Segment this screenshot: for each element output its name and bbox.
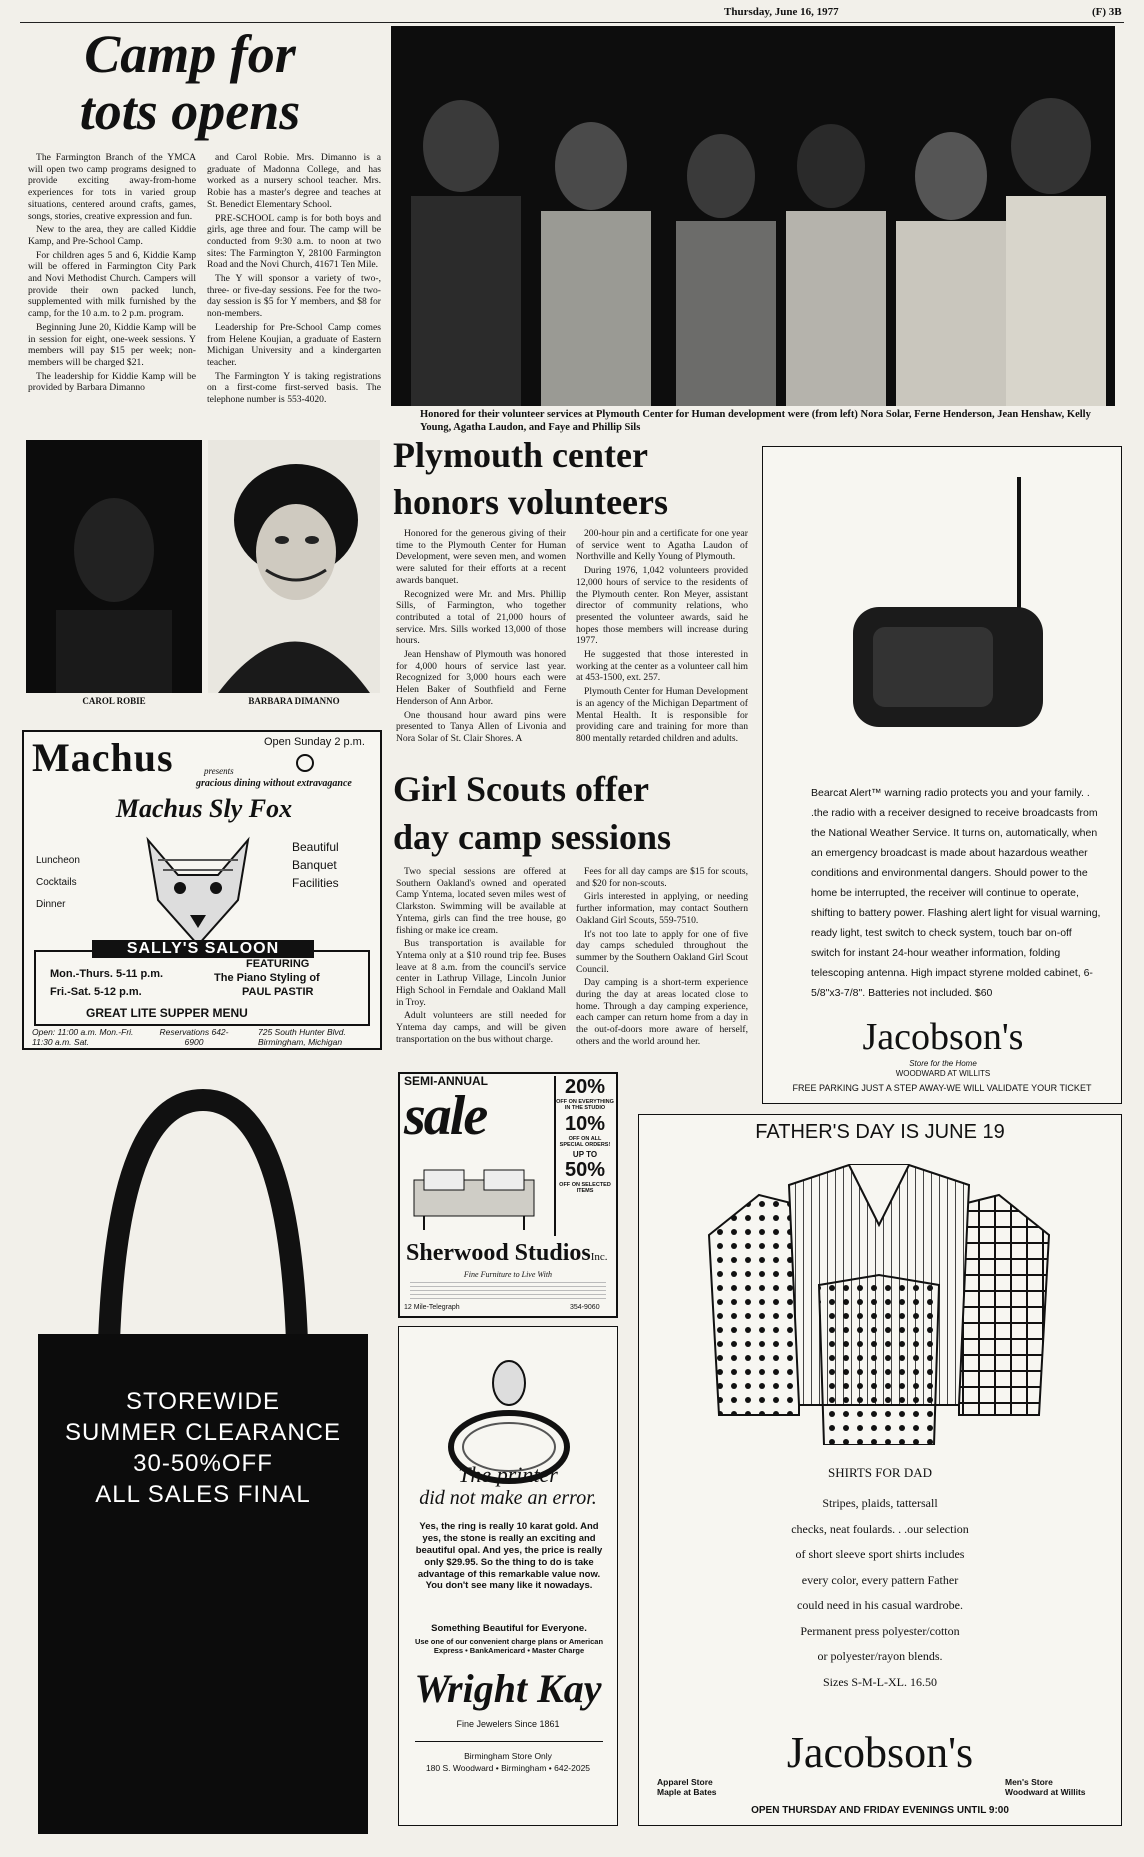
- discount-10-text: OFF ON ALL SPECIAL ORDERS!: [559, 1136, 611, 1149]
- fox-illustration: [128, 830, 268, 950]
- mens-store-location: Woodward at Willits: [1005, 1787, 1086, 1798]
- paragraph: PRE-SCHOOL camp is for both boys and girls, age three and four. The camp will be conducted from 9:30 a.m. to noon at two sites: The Farmington Y, 28100 Farmington Road and the Novi Church, 41671 Ten Mile.: [207, 212, 381, 271]
- machus-clock-icon: [296, 754, 314, 772]
- sherwood-inc: Inc.: [590, 1251, 608, 1263]
- saloon-hours-weekday: Mon.-Thurs. 5-11 p.m.: [50, 968, 164, 980]
- shirts-line-8: Sizes S-M-L-XL. 16.50: [823, 1674, 937, 1689]
- bearcat-radio-ad: [762, 446, 1122, 1104]
- discount-upto: UP TO: [572, 1150, 598, 1160]
- storewide-clearance-ad: [28, 1080, 378, 1840]
- paragraph: The Farmington Branch of the YMCA will open two camp programs designed to provide exciting away-from-home experiences for tots in varied group situations, centered around crafts, games, songs, stories, creative expression and fun.: [28, 152, 196, 222]
- sherwood-semi-annual: SEMI-ANNUAL: [404, 1074, 488, 1088]
- saloon-pianist: PAUL PASTIR: [242, 986, 314, 998]
- wright-slogan: Something Beautiful for Everyone.: [431, 1623, 587, 1634]
- paragraph: Recognized were Mr. and Mrs. Phillip Sills, of Farmington, who together contributed a total of 21,000 hours of service. Mrs. Sills worked 13,000 of those hours.: [396, 588, 566, 647]
- scouts-headline: [393, 766, 753, 861]
- shirts-line-1: Stripes, plaids, tattersall: [822, 1496, 938, 1510]
- plymouth-volunteers-photo: [391, 26, 1115, 406]
- paragraph: Fees for all day camps are $15 for scouts, and $20 for non-scouts.: [576, 866, 748, 889]
- plymouth-article-column-2: [576, 528, 748, 758]
- volunteers-group-image: [391, 26, 1115, 406]
- wright-divider: [415, 1741, 603, 1742]
- barbara-dimanno-photo: [208, 440, 380, 693]
- discount-20: 20%: [564, 1076, 606, 1098]
- camp-headline-line2: tots opens: [79, 80, 301, 141]
- paragraph: Plymouth Center for Human Development is an agency of the Michigan Department of Mental Health. It is responsible for providing care and training for more than 800 mentally retarded children and adults.: [576, 686, 748, 744]
- machus-presents: presents: [204, 766, 234, 776]
- saloon-supper-menu: GREAT LITE SUPPER MENU: [86, 1006, 248, 1020]
- wright-charge-plans: Use one of our convenient charge plans or American Express • BankAmericard • Master Charge: [414, 1637, 604, 1655]
- camp-article-column-2: [207, 152, 381, 427]
- discount-50: 50%: [564, 1159, 606, 1182]
- sport-shirts-illustration: [699, 1155, 1059, 1445]
- machus-sly-fox-ad: [22, 730, 382, 1050]
- furniture-illustration: [404, 1160, 554, 1236]
- camp-headline: [40, 26, 340, 139]
- service-cocktails: Cocktails: [36, 877, 77, 888]
- machus-open-hours: Open: 11:00 a.m. Mon.-Fri. 11:30 a.m. Sat.: [32, 1027, 134, 1047]
- scouts-article-column-2: [576, 866, 748, 1061]
- camp-headline-line1: Camp for: [84, 24, 296, 84]
- machus-left-services: [36, 850, 80, 916]
- sherwood-studios-ad: [398, 1072, 618, 1318]
- paragraph: Girls interested in applying, or needing further information, may contact Southern Oakland Girl Scouts, 559-7510.: [576, 891, 748, 926]
- barbara-dimanno-caption: BARBARA DIMANNO: [248, 696, 340, 706]
- machus-open-sunday: Open Sunday 2 p.m.: [264, 736, 365, 748]
- wright-headline-line2: did not make an error.: [419, 1487, 597, 1510]
- wright-address: 180 S. Woodward • Birmingham • 642-2025: [425, 1763, 591, 1773]
- sherwood-percent-panel: [554, 1076, 614, 1236]
- paragraph: 200-hour pin and a certificate for one year of service went to Agatha Laudon of Northville and Kelly Young of Plymouth.: [576, 528, 748, 563]
- fathers-day-title: FATHER'S DAY IS JUNE 19: [755, 1121, 1005, 1143]
- service-dinner: Dinner: [36, 899, 66, 910]
- apparel-store-location: Maple at Bates: [657, 1787, 717, 1798]
- plymouth-photo-caption: Honored for their volunteer services at Plymouth Center for Human development were (from left) Nora Solar, Ferne Henderson, Jean Henshaw, Kelly Young, Agatha Laudon, and Faye and Phillip Sils: [420, 409, 1091, 434]
- discount-50-text: OFF ON SELECTED ITEMS: [559, 1182, 611, 1195]
- shirts-line-2: checks, neat foulards. . .our selection: [791, 1521, 969, 1536]
- discount-10: 10%: [564, 1113, 606, 1136]
- sherwood-location: 12 Mile-Telegraph: [404, 1304, 460, 1311]
- service-beautiful: Beautiful: [292, 840, 339, 854]
- wright-kay-logo: Wright Kay: [414, 1666, 602, 1711]
- wright-store-only: Birmingham Store Only: [464, 1751, 552, 1761]
- machus-logo: Machus: [32, 735, 174, 780]
- header-rule: [20, 22, 1124, 23]
- paragraph: Jean Henshaw of Plymouth was honored for 4,000 hours of service last year. Recognized for 3,000 hours each were Helen Baker of Southfield and Ferne Henderson of Ann Arbor.: [396, 649, 566, 707]
- carol-robie-caption: CAROL ROBIE: [82, 696, 146, 706]
- shirts-line-4: every color, every pattern Father: [801, 1572, 959, 1587]
- sherwood-tagline: Fine Furniture to Live With: [463, 1270, 553, 1279]
- storewide-line1: STOREWIDE: [126, 1388, 280, 1415]
- wright-kay-ad: [398, 1326, 618, 1826]
- paragraph: For children ages 5 and 6, Kiddie Kamp will be offered in Farmington City Park and Novi Methodist Church. Campers will provide their own packed lunch, supplemented with milk furnished by the camp, for the 10 a.m. to 2 p.m. program.: [28, 249, 196, 320]
- scouts-headline-line1: Girl Scouts offer: [393, 769, 649, 809]
- paragraph: Honored for the generous giving of their time to the Plymouth Center for Human Development, were seven men, and women were saluted for their efforts at a recent awards banquet.: [396, 528, 566, 586]
- paragraph: Two special sessions are offered at Southern Oakland's owned and operated Camp Yntema, located seven miles west of Clarkston. Swimming will be available at Yntema, girls can find the tree house, go fishing or make ice cream.: [396, 866, 566, 936]
- machus-reservations: Reservations 642-6900: [159, 1027, 229, 1047]
- storewide-text: [38, 1386, 368, 1510]
- plymouth-article-column-1: [396, 528, 566, 758]
- plymouth-headline: [393, 432, 753, 526]
- carol-robie-portrait: [26, 440, 202, 693]
- wright-headline: [399, 1463, 617, 1509]
- bearcat-parking-note: FREE PARKING JUST A STEP AWAY-WE WILL VALIDATE YOUR TICKET: [792, 1083, 1092, 1093]
- paragraph: Day camping is a short-term experience during the day at areas located close to home. Through a day camping experience, each camper can return home from a day in the out-of-doors more aware of herself, others and the world around her.: [576, 977, 748, 1047]
- machus-tagline: gracious dining without extravagance: [196, 778, 352, 789]
- evening-hours: OPEN THURSDAY AND FRIDAY EVENINGS UNTIL 9:00: [751, 1805, 1009, 1816]
- service-luncheon: Luncheon: [36, 855, 80, 866]
- fathers-day-ad: [638, 1114, 1122, 1826]
- sherwood-sale-word: sale: [404, 1085, 487, 1147]
- paragraph: The Y will sponsor a variety of two-, three- or five-day sessions. Fee for the two-day session is $5 for Y members, and $8 for non-members.: [207, 273, 381, 320]
- shirts-line-6: Permanent press polyester/cotton: [800, 1623, 960, 1638]
- mens-store-info: [1005, 1777, 1086, 1797]
- saloon-featuring: FEATURING: [246, 958, 310, 970]
- shirts-description: [639, 1491, 1121, 1695]
- sallys-saloon-banner: SALLY'S SALOON: [92, 940, 314, 958]
- jacobsons-logo-bearcat: Jacobson's: [862, 1016, 1024, 1058]
- apparel-store-info: [657, 1777, 717, 1797]
- paragraph: The leadership for Kiddie Kamp will be provided by Barbara Dimanno: [28, 370, 196, 394]
- shirts-heading: SHIRTS FOR DAD: [828, 1465, 932, 1480]
- service-banquet: Banquet: [292, 858, 337, 872]
- camp-article-column-1: [28, 152, 196, 427]
- storewide-line4: ALL SALES FINAL: [95, 1481, 311, 1508]
- jacobsons-logo-fathers: Jacobson's: [786, 1728, 974, 1777]
- sherwood-name: Sherwood Studios: [406, 1240, 591, 1266]
- bearcat-store-name: Store for the Home: [909, 1059, 977, 1068]
- wright-jewelers-since: Fine Jewelers Since 1861: [456, 1719, 560, 1729]
- saloon-piano-styling: The Piano Styling of: [214, 972, 320, 984]
- machus-sly-fox-name: Machus Sly Fox: [115, 794, 293, 823]
- plymouth-headline-line2: honors volunteers: [393, 481, 669, 522]
- shirts-line-3: of short sleeve sport shirts includes: [795, 1547, 965, 1561]
- paragraph: New to the area, they are called Kiddie Kamp, and Pre-School Camp.: [28, 224, 196, 247]
- scouts-article-column-1: [396, 866, 566, 1061]
- mens-store-name: Men's Store: [1005, 1777, 1053, 1787]
- paragraph: Bus transportation is available for Yntema only at a $10 round trip fee. Buses leave at 8 a.m. from the council's service center in Lathrup Village, Lincoln Junior High School in Ferndale and Oakland Mall in Troy.: [396, 938, 566, 1008]
- shirts-line-7: or polyester/rayon blends.: [817, 1649, 943, 1663]
- plymouth-headline-line1: Plymouth center: [393, 435, 648, 475]
- sherwood-logo: [406, 1240, 608, 1267]
- machus-address: 725 South Hunter Blvd. Birmingham, Michigan: [258, 1027, 346, 1047]
- paragraph: The Farmington Y is taking registrations on a first-come first-served basis. The telephone number is 553-4020.: [207, 370, 381, 406]
- sherwood-phone: 354-9060: [570, 1304, 600, 1311]
- shirts-line-5: could need in his casual wardrobe.: [797, 1598, 963, 1612]
- wright-body: Yes, the ring is really 10 karat gold. And yes, the stone is really an exciting and beautiful opal. And yes, the price is really only $29.95. So the thing to do is take advantage of this remarkable value now. You don't see many like it nowadays.: [415, 1521, 603, 1592]
- paragraph: Beginning June 20, Kiddie Kamp will be in session for eight, one-week sessions. Y members will pay $15 per week; non-members will be charged $21.: [28, 321, 196, 368]
- paragraph: and Carol Robie. Mrs. Dimanno is a graduate of Madonna College, and has worked as a nursery school teacher. Mrs. Robie has a master's degree and teaches at St. Benedict Elementary School.: [207, 152, 381, 210]
- machus-right-services: [292, 838, 339, 892]
- discount-20-text: OFF ON EVERYTHING IN THE STUDIO: [556, 1099, 614, 1112]
- wright-headline-line1: The printer: [458, 1462, 558, 1487]
- service-facilities: Facilities: [292, 876, 339, 890]
- paragraph: Adult volunteers are still needed for Yntema day camps, and will be given transportation on the bus without charge.: [396, 1010, 566, 1045]
- sherwood-small-print: [410, 1282, 606, 1302]
- paragraph: During 1976, 1,042 volunteers provided 12,000 hours of service to the residents of the Plymouth center. Ron Meyer, assistant director of community relations, who presented the volunteer awards, said he hopes those members will increase during 1977.: [576, 565, 748, 647]
- apparel-store-name: Apparel Store: [657, 1777, 713, 1787]
- saloon-box: [34, 940, 370, 1026]
- paragraph: It's not too late to apply for one of five day camps scheduled throughout the summer by the Southern Oakland Girl Scout Council.: [576, 928, 748, 975]
- storewide-line2: SUMMER CLEARANCE: [64, 1419, 342, 1446]
- carol-robie-photo: [26, 440, 202, 693]
- paragraph: Leadership for Pre-School Camp comes from Helene Koujian, a graduate of Eastern Michigan University and a kindergarten teacher.: [207, 321, 381, 368]
- paragraph: One thousand hour award pins were presented to Tanya Allen of Livonia and Nora Solar of St. Clair Shores. A: [396, 709, 566, 744]
- bearcat-store-address: WOODWARD AT WILLITS: [895, 1069, 991, 1078]
- saloon-hours-weekend: Fri.-Sat. 5-12 p.m.: [50, 986, 142, 998]
- weather-radio-illustration: [833, 467, 1063, 777]
- storewide-line3: 30-50%OFF: [133, 1450, 273, 1477]
- page-number: (F) 3B: [1092, 6, 1122, 18]
- issue-date: Thursday, June 16, 1977: [724, 6, 839, 18]
- bearcat-description: Bearcat Alert™ warning radio protects you and your family. . .the radio with a receiver designed to receive broadcasts from the National Weather Service. It turns on, automatically, when an emergency broadcast is made about hazardous weather conditions and environmental dangers. Should power to the home be interrupted, the receiver will continue to operate, shifting to battery power. Flashing alert light for visual warning, ready light, test switch to check system, touch bar on-off switch for instant 24-hour weather information, folding telescoping antenna. High impact styrene molded cabinet, 6-5/8"x3-7/8". Batteries not included. $60: [811, 787, 1101, 999]
- barbara-dimanno-portrait: [208, 440, 380, 693]
- scouts-headline-line2: day camp sessions: [393, 816, 672, 857]
- paragraph: He suggested that those interested in working at the center as a volunteer call him at 453-1500, ext. 257.: [576, 649, 748, 684]
